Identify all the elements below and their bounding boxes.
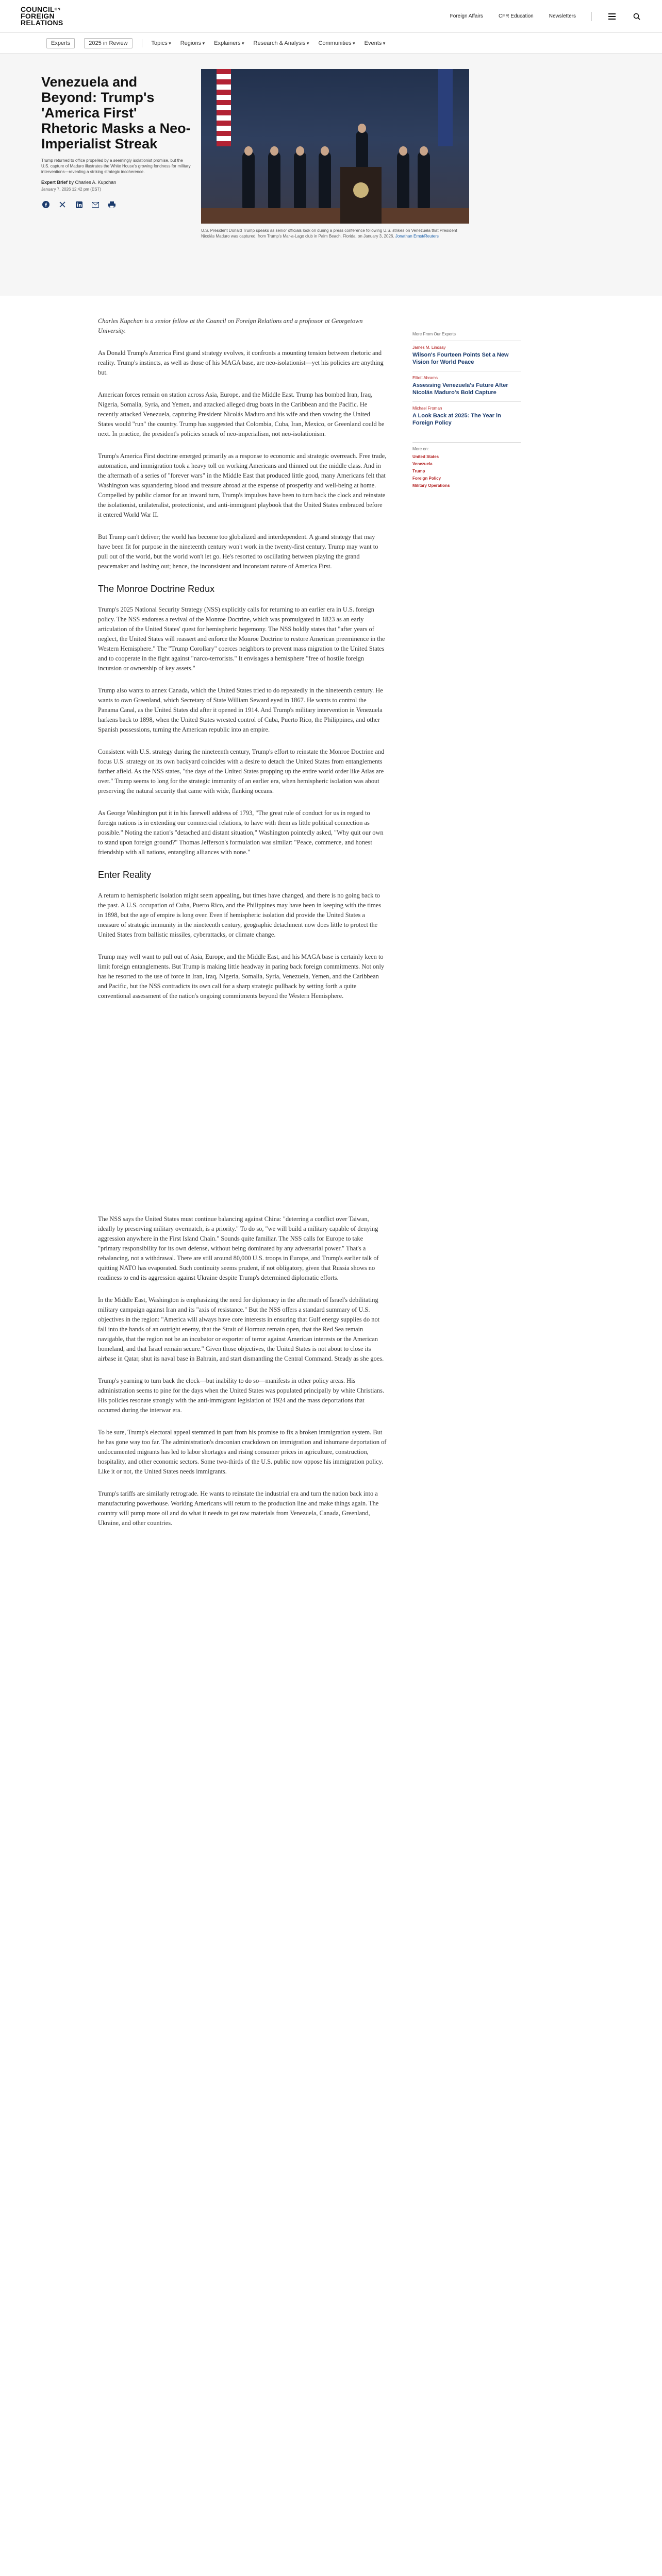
photo-figure bbox=[294, 151, 306, 208]
tag-link[interactable]: Military Operations bbox=[412, 483, 450, 488]
photo-figure-head bbox=[399, 146, 407, 156]
top-divider bbox=[591, 12, 592, 21]
paragraph: Trump may well want to pull out of Asia, Europe, and the Middle East, and his MAGA base is certainly keen to limit foreign entanglements. But Trump is making little headway in paring back foreign commitments. Not only has he resorted to the use of force in Iran, Iraq, Nigeria, Somalia, Syria, Venezuela, Yemen, and the Caribbean and Pacific, but the NSS contradicts its own call for a sharp strategic pullback by setting forth a quite conventional assessment of the nation's ongoing commitments beyond the Western Hemisphere. bbox=[98, 953, 385, 999]
photo-figure bbox=[397, 151, 409, 208]
link-foreign-affairs[interactable]: Foreign Affairs bbox=[450, 13, 483, 19]
ad-slot bbox=[98, 1013, 387, 1214]
email-icon[interactable] bbox=[91, 200, 100, 209]
top-bar bbox=[0, 0, 662, 33]
menu-icon[interactable] bbox=[607, 12, 617, 21]
hero-photo bbox=[201, 69, 469, 224]
sub-nav bbox=[0, 33, 662, 54]
photo-figure bbox=[268, 151, 280, 208]
author-note: Charles Kupchan is a senior fellow at the Council on Foreign Relations and a professor at Georgetown University. bbox=[98, 317, 363, 334]
facebook-icon[interactable] bbox=[41, 200, 51, 209]
photo-figure bbox=[242, 151, 255, 208]
presidential-seal bbox=[353, 182, 369, 198]
section-heading: The Monroe Doctrine Redux bbox=[98, 584, 215, 594]
paragraph: Trump's yearning to turn back the clock—but inability to do so—manifests in other policy areas. His administration seems to pine for the days when the United States was populated principally by white Christians. His policies resonate strongly with the anti-immigrant legislation of 1924 and the mass deportations that occurred during the interwar era. bbox=[98, 1377, 385, 1414]
photo-figure-head bbox=[321, 146, 329, 156]
publish-date: January 7, 2026 12:42 pm (EST) bbox=[41, 187, 102, 192]
byline-by: by bbox=[69, 180, 74, 185]
subnav-regions[interactable]: Regions ▾ bbox=[180, 40, 205, 46]
subnav-research-analysis[interactable]: Research & Analysis ▾ bbox=[254, 40, 309, 46]
photo-speaker-head bbox=[358, 124, 366, 133]
top-links bbox=[450, 12, 641, 21]
search-icon[interactable] bbox=[632, 12, 641, 21]
article-body bbox=[98, 316, 387, 1540]
logo-line1: COUNCIL bbox=[21, 5, 55, 13]
sidebar-item-author[interactable]: James M. Lindsay bbox=[412, 345, 446, 350]
flag-graphic bbox=[438, 69, 453, 146]
paragraph: Trump's 2025 National Security Strategy (NSS) explicitly calls for returning to an earlier era in U.S. foreign policy. The NSS endorses a revival of the Monroe Doctrine, which was promulgated in 1823 as an early articulation of the United States' quest for hemispheric hegemony. The NSS boldly states that "after years of neglect, the United States will reassert and enforce the Monroe Doctrine to restore American preeminence in the Western Hemisphere." The "Trump Corollary" coerces neighbors to prevent mass migration to the United States and to cooperate in the fight against "narco-terrorists." It envisages a hemisphere "free of hostile foreign incursion or ownership of key assets." bbox=[98, 606, 385, 672]
caption-text: U.S. President Donald Trump speaks as senior officials look on during a press conference following U.S. strikes on Venezuela that President Nicolás Maduro was captured, from Trump's Mar-a-Lago club in Palm Beach, Florida, on January 3, 2026. bbox=[201, 228, 457, 239]
paragraph: Trump also wants to annex Canada, which the United States tried to do repeatedly in the nineteenth century. He wants to own Greenland, which Secretary of State William Seward eyed in 1867. He wants to control the Panama Canal, as the United States did after it opened in 1914. And Trump's military intervention in Venezuela harkens back to 1898, when the United States wrested control of Cuba, Puerto Rico, the Philippines, and other Spanish possessions, turning the American republic into an empire. bbox=[98, 687, 383, 733]
paragraph: A return to hemispheric isolation might seem appealing, but times have changed, and there is no going back to the past. A U.S. occupation of Cuba, Puerto Rico, and the Philippines may have been in keeping with the times in 1898, but the age of empire is long over. Even if hemispheric isolation did provide the United States a measure of strategic immunity in the nineteenth century, geographic detachment now does little to protect the United States from ballistic missiles, cyberattacks, or climate change. bbox=[98, 892, 382, 938]
subnav-explainers[interactable]: Explainers ▾ bbox=[214, 40, 244, 46]
tag-link[interactable]: United States bbox=[412, 454, 439, 459]
photo-figure-head bbox=[296, 146, 304, 156]
photo-speaker bbox=[356, 131, 368, 172]
more-on-tags bbox=[412, 442, 521, 488]
link-newsletters[interactable]: Newsletters bbox=[549, 13, 576, 19]
page-subtitle: Trump returned to office propelled by a seemingly isolationist promise, but the U.S. capture of Maduro illustrates the White House's growing fondness for military interventions—revealing a striking strategic incoherence. bbox=[41, 158, 191, 174]
photo-figure-head bbox=[244, 146, 253, 156]
paragraph: In the Middle East, Washington is emphasizing the need for diplomacy in the aftermath of Israel's debilitating military campaign against Iran and its "axis of resistance." But the NSS offers a standard summary of U.S. objectives in the region: "America will always have core interests in ensuring that Gulf energy supplies do not fall into the hands of an outright enemy, that the Strait of Hormuz remain open, that the Red Sea remain navigable, that the region not be an incubator or exporter of terror against American interests or the American homeland, and that Israel remain secure." Given those objectives, the United States is not about to close its airbase in Qatar, shut its naval base in Bahrain, and start dismantling the Central Command. Steady as she goes. bbox=[98, 1296, 384, 1362]
photo-caption bbox=[201, 228, 469, 239]
hero-text bbox=[41, 69, 191, 296]
photo-figure bbox=[418, 151, 430, 208]
paragraph: Trump's America First doctrine emerged primarily as a response to economic and strategic overreach. Free trade, automation, and immigration took a heavy toll on working Americans and thinned out the middle class. And in the aftermath of a series of "forever wars" in the Middle East that produced little good, many Americans felt that Washington was squandering blood and treasure abroad at the expense of prosperity and well-being at home. Compelled by public clamor for an inward turn, Trump's impulses have been to turn back the clock and reinstate the isolationist, unilateralist, protectionist, and anti-immigrant playbook that the United States embraced before it entered World War II. bbox=[98, 452, 387, 518]
paragraph: Trump's tariffs are similarly retrograde. He wants to reinstate the industrial era and turn the nation back into a manufacturing powerhouse. Working Americans will return to the production line and make things again. The country will pump more oil and do what it needs to get raw materials from Venezuela, Canada, Greenland, Ukraine, and other countries. bbox=[98, 1490, 379, 1527]
hero-media bbox=[201, 69, 469, 296]
sidebar-item[interactable] bbox=[412, 371, 521, 401]
photo-figure bbox=[319, 151, 331, 208]
paragraph: The NSS says the United States must continue balancing against China: "deterring a conflict over Taiwan, ideally by preserving military overmatch, is a priority." To do so, "we will build a military capable of denying aggression anywhere in the First Island Chain." Sounds quite familiar. The NSS calls for Europe to take "primary responsibility for its own defense, without being dominated by any adversarial power." That's a rebalancing, not a withdrawal. There are still around 80,000 U.S. troops in Europe, and Trump's earlier talk of quitting NATO has evaporated. Such continuity seems prudent, if not obligatory, given that Russia shows no readiness to end its aggression against Ukraine despite Trump's determined diplomatic efforts. bbox=[98, 1215, 379, 1281]
photo-figure-head bbox=[420, 146, 428, 156]
flag-graphic bbox=[217, 69, 231, 146]
sidebar-label: More From Our Experts bbox=[412, 332, 456, 336]
share-bar bbox=[41, 200, 191, 209]
subnav-experts[interactable]: Experts bbox=[46, 38, 75, 48]
section-heading: Enter Reality bbox=[98, 870, 152, 880]
subnav-2025-in-review[interactable]: 2025 in Review bbox=[84, 38, 132, 48]
sidebar bbox=[412, 316, 521, 1540]
linkedin-icon[interactable] bbox=[74, 200, 84, 209]
photo-figure-head bbox=[270, 146, 278, 156]
paragraph: American forces remain on station across Asia, Europe, and the Middle East. Trump has bombed Iran, Iraq, Nigeria, Somalia, Syria, and Yemen, and attacked alleged drug boats in the Caribbean and the Pacific. He recently attacked Venezuela, capturing President Nicolás Maduro and his wife and then vowing the United States would "run" the country. Trump has suggested that Colombia, Cuba, Iran, Mexico, or Greenland could be next. In practice, the president's policies smack of neo-imperialism, not neo-isolationism. bbox=[98, 391, 385, 437]
x-twitter-icon[interactable] bbox=[58, 200, 67, 209]
more-on-label: More on: bbox=[412, 447, 429, 451]
paragraph: To be sure, Trump's electoral appeal stemmed in part from his promise to fix a broken immigration system. But he has gone way too far. The administration's draconian crackdown on immigration and inhumane deportation of undocumented migrants has led to labor shortages and rising consumer prices in agriculture, construction, hospitality, and other economic sectors. Some two-thirds of the U.S. public now oppose his immigration policy. Like it or not, the United States needs immigrants. bbox=[98, 1429, 387, 1475]
page-title: Venezuela and Beyond: Trump's 'America First' Rhetoric Masks a Neo-Imperialist Streak bbox=[41, 74, 191, 151]
byline-author[interactable]: Charles A. Kupchan bbox=[75, 180, 117, 185]
print-icon[interactable] bbox=[107, 200, 117, 209]
logo-line3: RELATIONS bbox=[21, 19, 63, 27]
logo-on: ON bbox=[54, 8, 60, 11]
link-cfr-education[interactable]: CFR Education bbox=[498, 13, 534, 19]
sidebar-item-author[interactable]: Elliott Abrams bbox=[412, 376, 438, 380]
photo-credit[interactable]: Jonathan Ernst/Reuters bbox=[395, 234, 439, 239]
sidebar-item-title[interactable]: Assessing Venezuela's Future After Nicolás Maduro's Bold Capture bbox=[412, 382, 508, 396]
byline bbox=[41, 180, 191, 185]
tag-link[interactable]: Trump bbox=[412, 469, 425, 473]
cfr-logo[interactable] bbox=[21, 6, 63, 26]
paragraph: As Donald Trump's America First grand strategy evolves, it confronts a mounting tension between rhetoric and reality. Trump's instincts, as well as those of his MAGA base, are neo-isolationist—yet his policies are anything but. bbox=[98, 349, 384, 376]
logo-line2: FOREIGN bbox=[21, 12, 55, 20]
byline-type: Expert Brief bbox=[41, 180, 68, 185]
hero bbox=[0, 54, 662, 296]
subnav-communities[interactable]: Communities ▾ bbox=[318, 40, 355, 46]
subnav-events[interactable]: Events ▾ bbox=[365, 40, 386, 46]
sidebar-item-title[interactable]: Wilson's Fourteen Points Set a New Vision for World Peace bbox=[412, 352, 509, 365]
sidebar-item[interactable] bbox=[412, 341, 521, 371]
photo-floor bbox=[201, 208, 469, 224]
sidebar-item[interactable] bbox=[412, 401, 521, 432]
tag-link[interactable]: Venezuela bbox=[412, 462, 433, 466]
paragraph: As George Washington put it in his farewell address of 1793, "The great rule of conduct for us in regard to foreign nations is in extending our commercial relations, to have with them as little political connection as possible." Noting the nation's "detached and distant situation," Washington pointedly asked, "Why quit our own to stand upon foreign ground?" Thomas Jefferson's formulation was similar: "Peace, commerce, and honest friendship with all nations, entangling alliances with none." bbox=[98, 809, 384, 856]
article-layout bbox=[0, 296, 662, 1540]
tag-link[interactable]: Foreign Policy bbox=[412, 476, 441, 481]
paragraph: Consistent with U.S. strategy during the nineteenth century, Trump's effort to reinstate the Monroe Doctrine and focus U.S. strategy on its own backyard coincides with a desire to detach the United States from entanglements farther afield. As the NSS states, "the days of the United States propping up the entire world order like Atlas are over." Trump seems to long for the strategic immunity of an earlier era, when hemispheric isolation was about preserving the natural security that came with wide, flanking oceans. bbox=[98, 748, 385, 794]
paragraph: But Trump can't deliver; the world has become too globalized and interdependent. A grand strategy that may have been fit for purpose in the nineteenth century won't work in the twenty-first century. Trump may want to pull out of the world, but the world won't let go. He's resorted to oscillating between playing the grand peacemaker and lashing out; hence, the inconsistent and inconstant nature of America First. bbox=[98, 533, 378, 570]
sidebar-item-title[interactable]: A Look Back at 2025: The Year in Foreign Policy bbox=[412, 413, 501, 426]
subnav-topics[interactable]: Topics ▾ bbox=[152, 40, 171, 46]
sidebar-item-author[interactable]: Michael Froman bbox=[412, 406, 442, 411]
